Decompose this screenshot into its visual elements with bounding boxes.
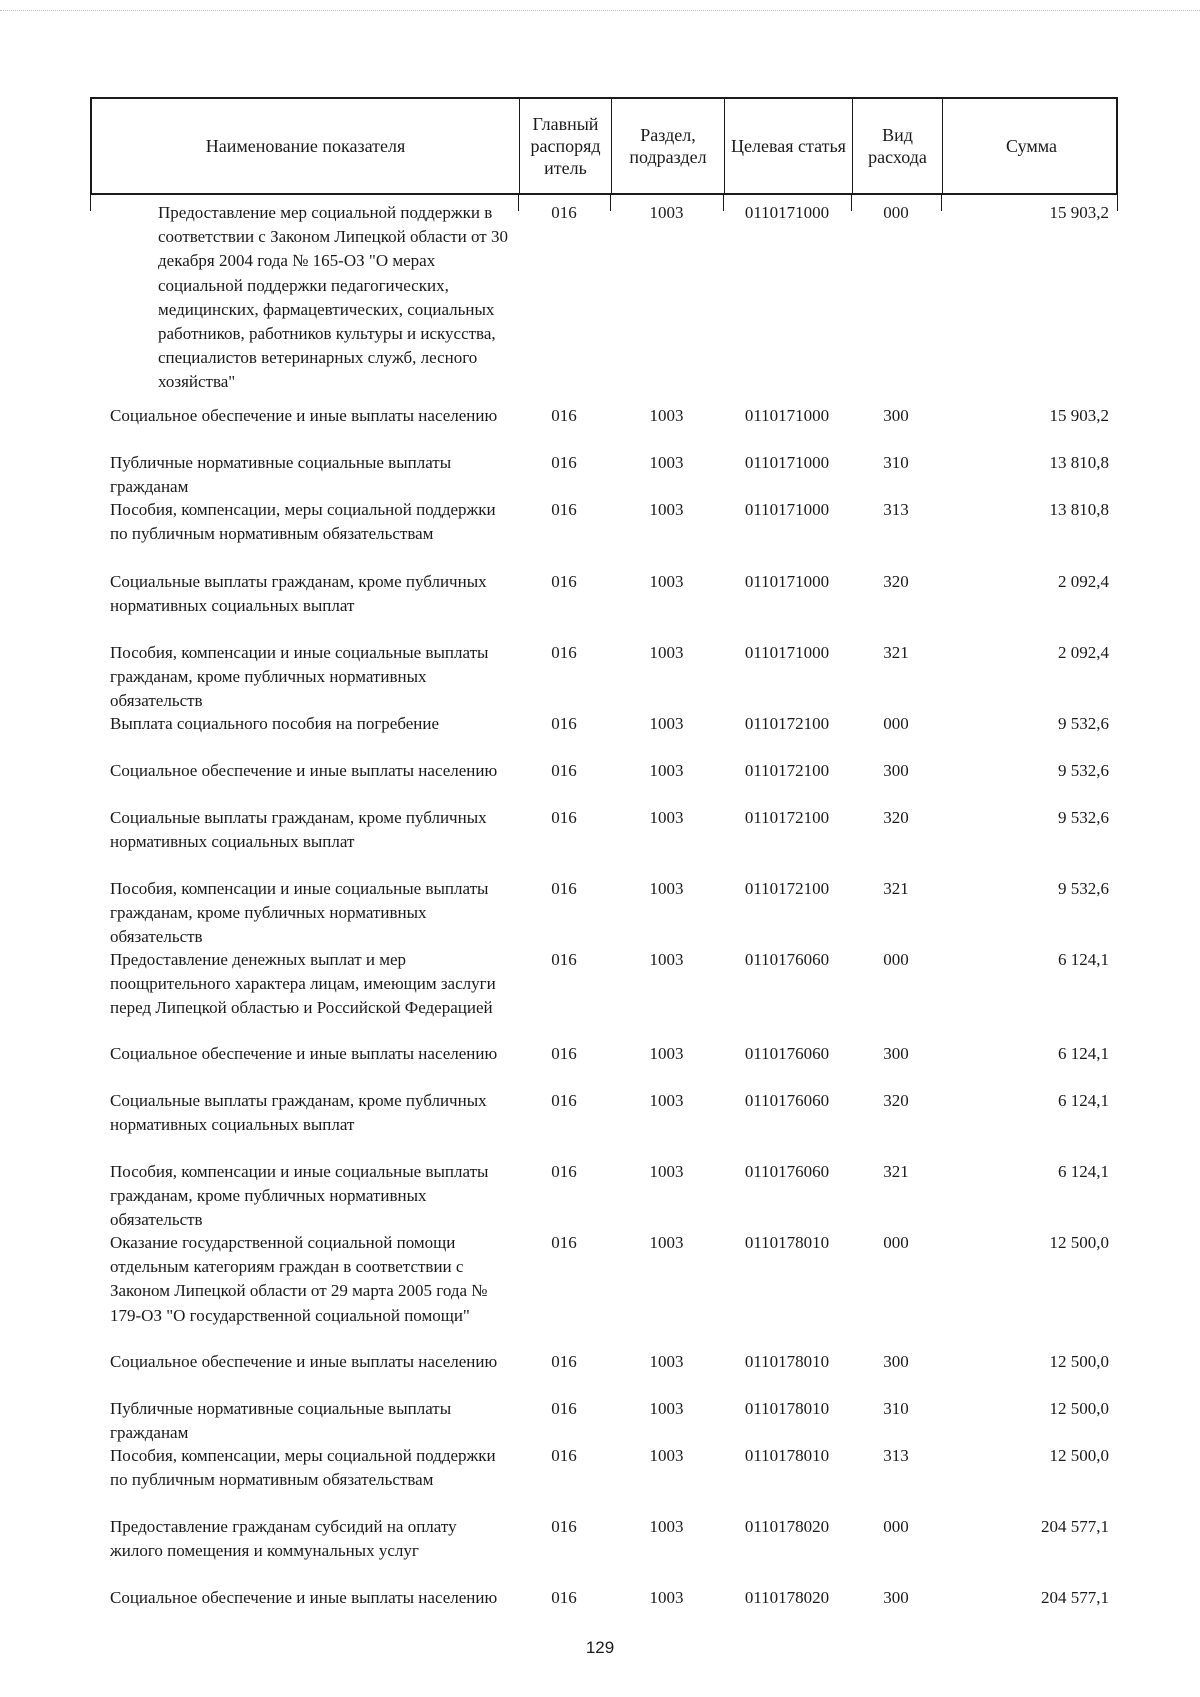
row-name: Выплата социального пособия на погребение: [110, 714, 440, 733]
scan-border-line: [0, 10, 1200, 11]
row-summa: 15 903,2: [1049, 203, 1109, 222]
row-vid: 310: [883, 1399, 909, 1418]
table-header: [90, 97, 1118, 195]
header-glav: Главный распоряд итель: [520, 99, 612, 193]
row-celevaya: 0110178010: [744, 1352, 830, 1371]
row-name: Социальное обеспечение и иные выплаты населению: [110, 761, 498, 780]
row-summa: 9 532,6: [1058, 761, 1109, 780]
row-glav: 016: [551, 203, 577, 222]
row-celevaya: 0110178020: [744, 1588, 830, 1607]
row-name: Социальные выплаты гражданам, кроме публичных нормативных социальных выплат: [110, 808, 487, 852]
row-name: Социальные выплаты гражданам, кроме публичных нормативных социальных выплат: [110, 1091, 487, 1135]
row-summa: 13 810,8: [1049, 500, 1109, 519]
row-razdel: 1003: [649, 453, 684, 472]
row-vid: 321: [883, 1162, 909, 1181]
header-celevaya: Целевая статья: [725, 99, 853, 193]
row-summa: 13 810,8: [1049, 453, 1109, 472]
row-celevaya: 0110172100: [744, 761, 830, 780]
row-glav: 016: [551, 1399, 577, 1418]
row-name: Социальное обеспечение и иные выплаты населению: [110, 1588, 498, 1607]
row-summa: 2 092,4: [1058, 643, 1109, 662]
row-glav: 016: [551, 761, 577, 780]
row-summa: 2 092,4: [1058, 572, 1109, 591]
row-name: Предоставление мер социальной поддержки в соответствии с Законом Липецкой области от 30 декабря 2004 года № 165-ОЗ "О мерах социальной поддержки педагогических, медицинских, фармацевтических, социальных работников, работников культуры и искусства, специалистов ветеринарных служб, лесного хозяйства": [158, 203, 508, 392]
row-summa: 9 532,6: [1058, 714, 1109, 733]
row-summa: 15 903,2: [1049, 406, 1109, 425]
row-glav: 016: [551, 453, 577, 472]
row-celevaya: 0110171000: [744, 203, 830, 222]
row-glav: 016: [551, 406, 577, 425]
row-name: Предоставление гражданам субсидий на оплату жилого помещения и коммунальных услуг: [110, 1517, 457, 1561]
row-celevaya: 0110176060: [744, 1044, 830, 1063]
row-vid: 300: [883, 1044, 909, 1063]
row-glav: 016: [551, 879, 577, 898]
row-celevaya: 0110176060: [744, 950, 830, 969]
row-celevaya: 0110178010: [744, 1446, 830, 1465]
row-name: Предоставление денежных выплат и мер поощрительного характера лицам, имеющим заслуги перед Липецкой областью и Российской Федерацией: [110, 950, 496, 1018]
row-name: Социальное обеспечение и иные выплаты населению: [110, 406, 498, 425]
row-name: Пособия, компенсации и иные социальные выплаты гражданам, кроме публичных нормативных обязательств: [110, 879, 489, 947]
row-glav: 016: [551, 500, 577, 519]
row-celevaya: 0110178010: [744, 1399, 830, 1418]
row-summa: 12 500,0: [1049, 1352, 1109, 1371]
row-vid: 320: [883, 572, 909, 591]
row-summa: 9 532,6: [1058, 879, 1109, 898]
row-vid: 320: [883, 1091, 909, 1110]
row-vid: 300: [883, 1588, 909, 1607]
row-summa: 9 532,6: [1058, 808, 1109, 827]
row-razdel: 1003: [649, 714, 684, 733]
row-vid: 310: [883, 453, 909, 472]
row-celevaya: 0110172100: [744, 714, 830, 733]
row-razdel: 1003: [649, 1588, 684, 1607]
row-glav: 016: [551, 643, 577, 662]
row-glav: 016: [551, 1352, 577, 1371]
row-vid: 000: [883, 203, 909, 222]
row-glav: 016: [551, 950, 577, 969]
row-name: Социальное обеспечение и иные выплаты населению: [110, 1352, 498, 1371]
row-name: Пособия, компенсации, меры социальной поддержки по публичным нормативным обязательствам: [110, 500, 496, 544]
row-name: Пособия, компенсации, меры социальной поддержки по публичным нормативным обязательствам: [110, 1446, 496, 1490]
row-razdel: 1003: [649, 572, 684, 591]
row-glav: 016: [551, 714, 577, 733]
row-vid: 320: [883, 808, 909, 827]
row-glav: 016: [551, 572, 577, 591]
row-glav: 016: [551, 808, 577, 827]
row-summa: 204 577,1: [1041, 1517, 1109, 1536]
row-name: Публичные нормативные социальные выплаты гражданам: [110, 453, 452, 497]
row-razdel: 1003: [649, 761, 684, 780]
page-number: 129: [585, 1638, 615, 1657]
row-razdel: 1003: [649, 1446, 684, 1465]
row-name: Публичные нормативные социальные выплаты гражданам: [110, 1399, 452, 1443]
row-celevaya: 0110178020: [744, 1517, 830, 1536]
header-razdel: Раздел, подраздел: [612, 99, 725, 193]
row-razdel: 1003: [649, 1517, 684, 1536]
row-razdel: 1003: [649, 1091, 684, 1110]
row-name: Социальные выплаты гражданам, кроме публичных нормативных социальных выплат: [110, 572, 487, 616]
row-celevaya: 0110176060: [744, 1091, 830, 1110]
row-razdel: 1003: [649, 643, 684, 662]
row-celevaya: 0110171000: [744, 453, 830, 472]
row-razdel: 1003: [649, 203, 684, 222]
row-summa: 12 500,0: [1049, 1446, 1109, 1465]
row-razdel: 1003: [649, 406, 684, 425]
row-summa: 12 500,0: [1049, 1233, 1109, 1252]
row-celevaya: 0110171000: [744, 406, 830, 425]
row-razdel: 1003: [649, 808, 684, 827]
row-vid: 000: [883, 1233, 909, 1252]
row-summa: 6 124,1: [1058, 1091, 1109, 1110]
row-vid: 321: [883, 879, 909, 898]
row-summa: 204 577,1: [1041, 1588, 1109, 1607]
row-vid: 321: [883, 643, 909, 662]
row-razdel: 1003: [649, 950, 684, 969]
row-vid: 000: [883, 714, 909, 733]
row-razdel: 1003: [649, 879, 684, 898]
row-vid: 300: [883, 406, 909, 425]
row-razdel: 1003: [649, 1233, 684, 1252]
header-vid: Вид расхода: [853, 99, 943, 193]
row-vid: 300: [883, 1352, 909, 1371]
row-razdel: 1003: [649, 1399, 684, 1418]
row-razdel: 1003: [649, 1352, 684, 1371]
row-summa: 6 124,1: [1058, 1044, 1109, 1063]
row-celevaya: 0110176060: [744, 1162, 830, 1181]
row-glav: 016: [551, 1162, 577, 1181]
header-name: Наименование показателя: [92, 99, 520, 193]
header-summa: Сумма: [1006, 136, 1057, 156]
row-celevaya: 0110171000: [744, 500, 830, 519]
row-summa: 6 124,1: [1058, 1162, 1109, 1181]
row-vid: 000: [883, 950, 909, 969]
row-glav: 016: [551, 1091, 577, 1110]
row-celevaya: 0110171000: [744, 643, 830, 662]
row-glav: 016: [551, 1233, 577, 1252]
row-glav: 016: [551, 1446, 577, 1465]
row-celevaya: 0110172100: [744, 879, 830, 898]
row-razdel: 1003: [649, 1044, 684, 1063]
row-vid: 000: [883, 1517, 909, 1536]
row-vid: 300: [883, 761, 909, 780]
row-name: Оказание государственной социальной помощи отдельным категориям граждан в соответствии с Законом Липецкой области от 29 марта 2005 года № 179-ОЗ "О государственной социальной помощи": [110, 1233, 488, 1325]
table-body: [90, 195, 1118, 1632]
row-razdel: 1003: [649, 1162, 684, 1181]
row-summa: 6 124,1: [1058, 950, 1109, 969]
row-celevaya: 0110171000: [744, 572, 830, 591]
row-celevaya: 0110172100: [744, 808, 830, 827]
row-glav: 016: [551, 1588, 577, 1607]
row-vid: 313: [883, 500, 909, 519]
row-glav: 016: [551, 1044, 577, 1063]
row-razdel: 1003: [649, 500, 684, 519]
row-name: Пособия, компенсации и иные социальные выплаты гражданам, кроме публичных нормативных обязательств: [110, 643, 489, 711]
row-name: Социальное обеспечение и иные выплаты населению: [110, 1044, 498, 1063]
row-summa: 12 500,0: [1049, 1399, 1109, 1418]
row-name: Пособия, компенсации и иные социальные выплаты гражданам, кроме публичных нормативных обязательств: [110, 1162, 489, 1230]
row-celevaya: 0110178010: [744, 1233, 830, 1252]
row-glav: 016: [551, 1517, 577, 1536]
row-vid: 313: [883, 1446, 909, 1465]
